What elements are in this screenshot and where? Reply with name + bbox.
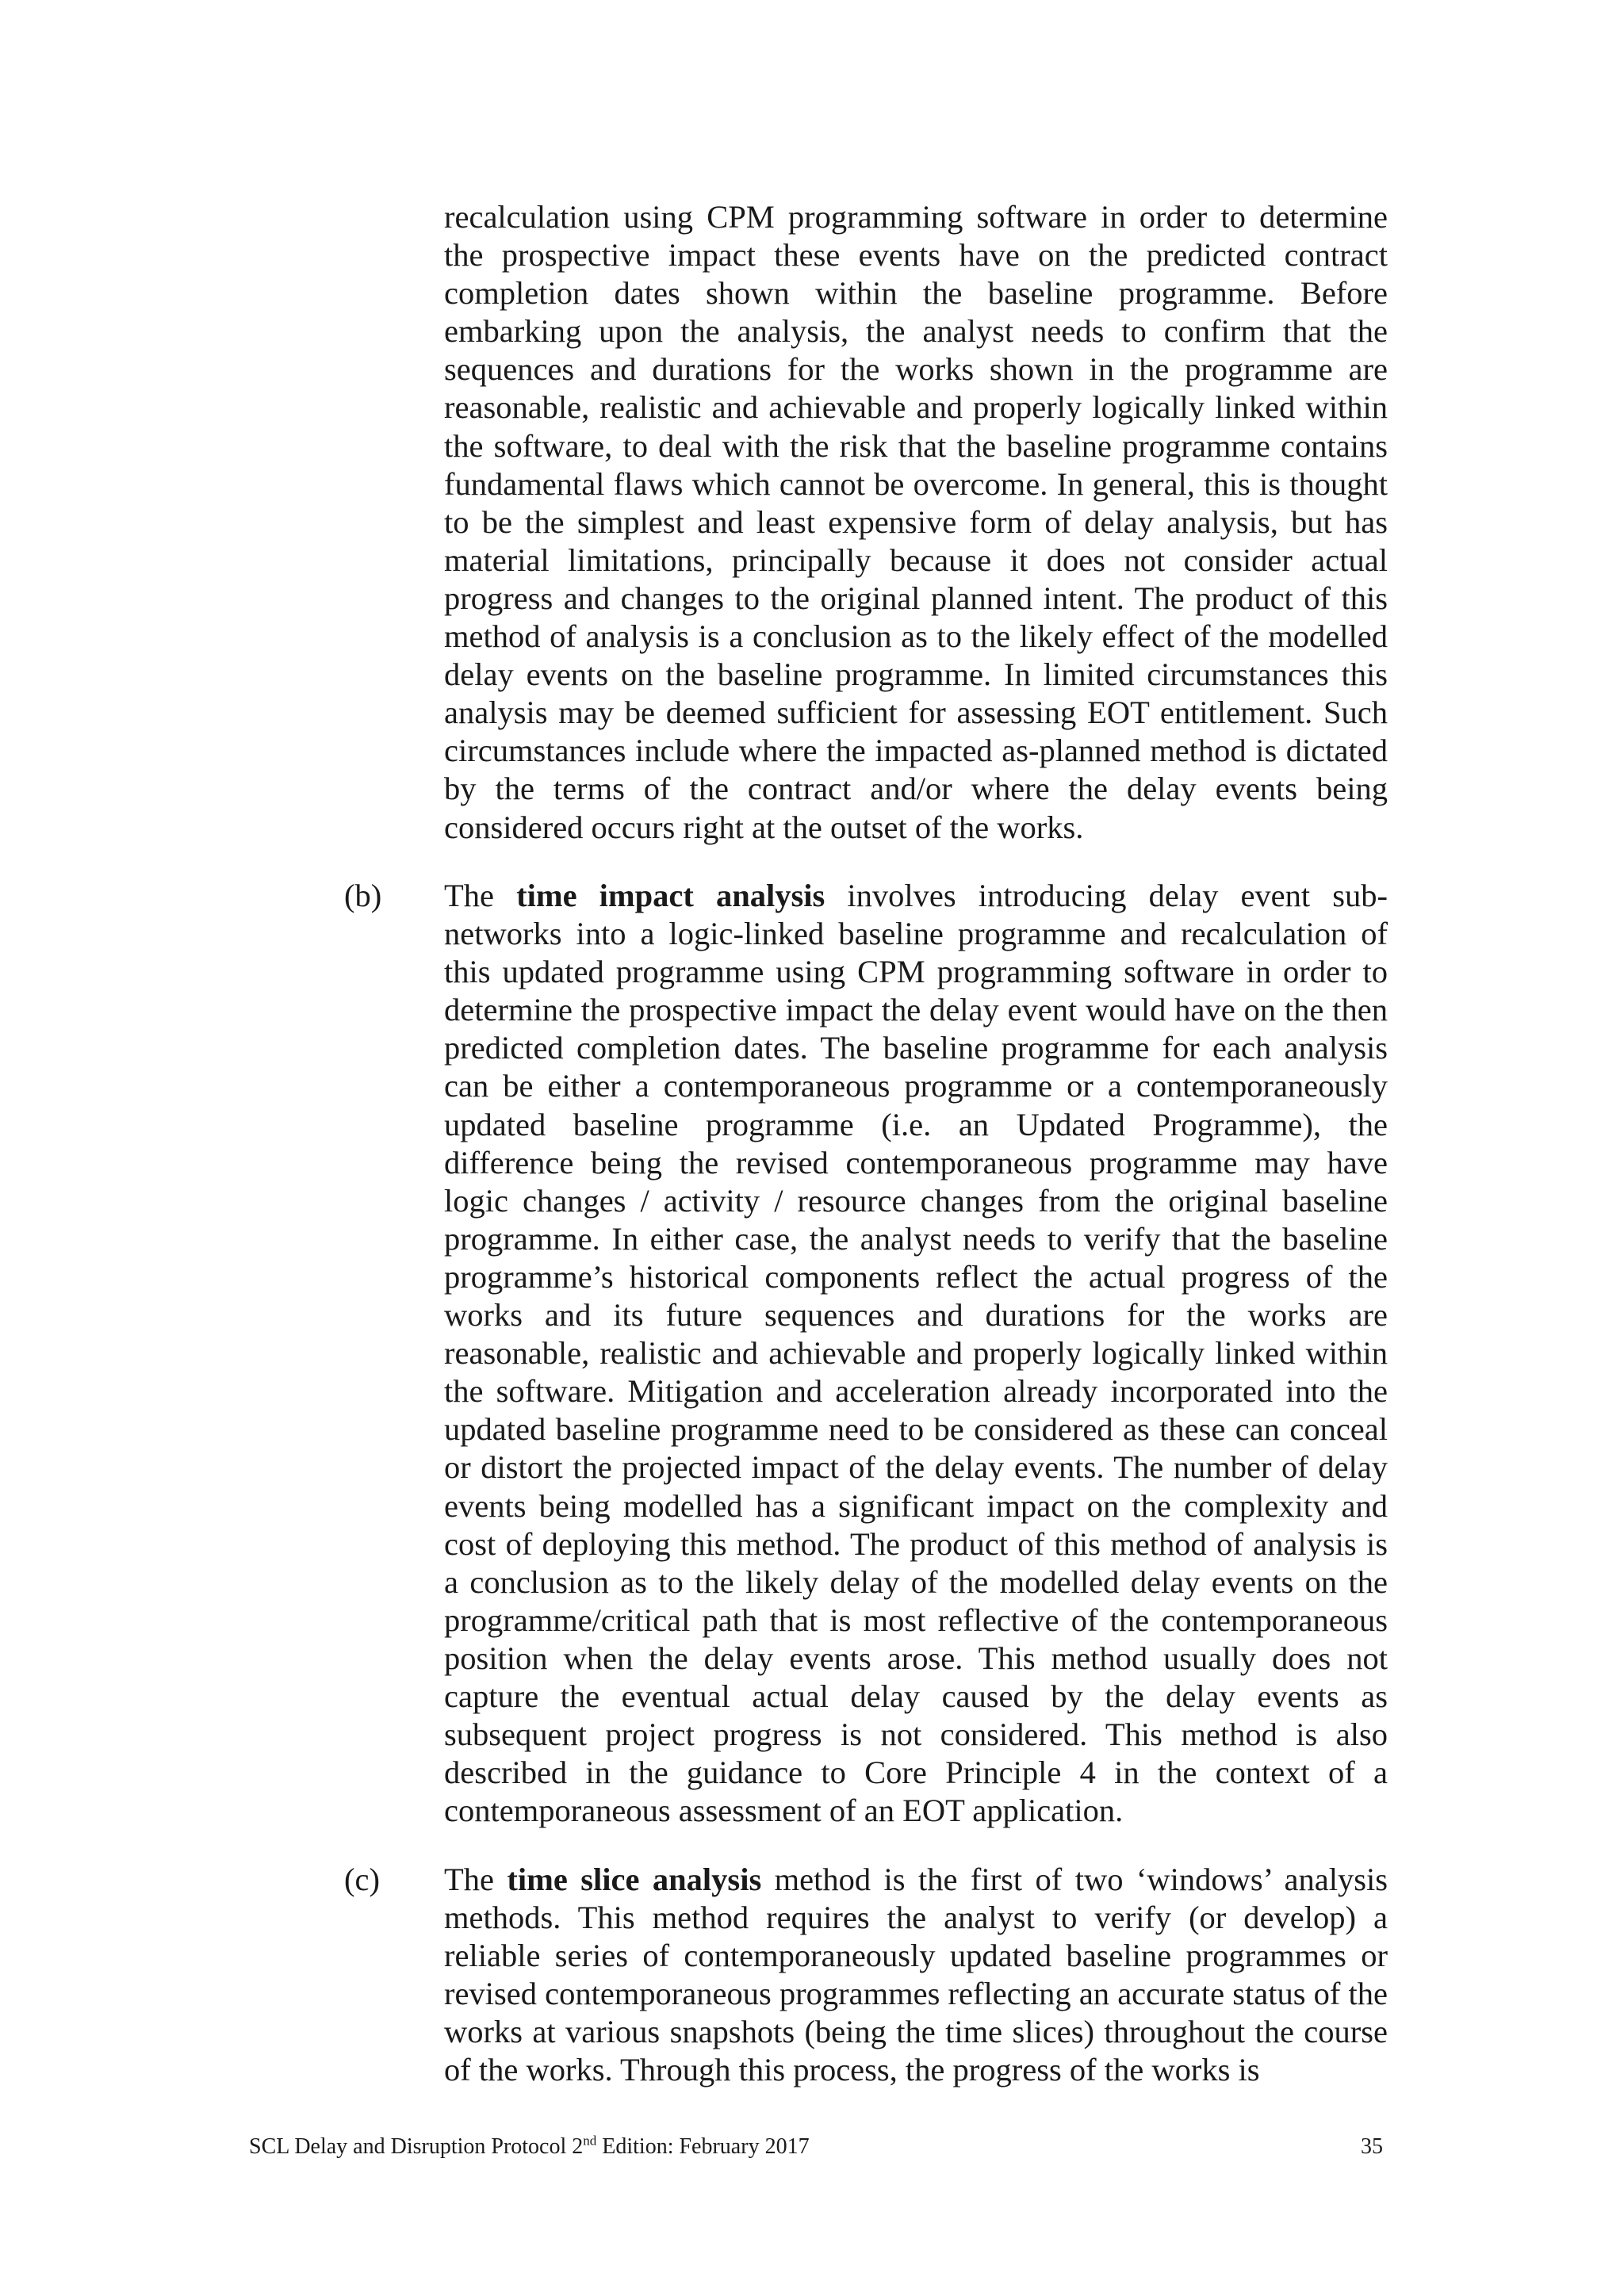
paragraph-c (444, 1861, 1388, 2090)
paragraph-c-intro: The (444, 1862, 508, 1897)
paragraph-b-term: time impact analysis (516, 878, 825, 913)
paragraph-b-intro: The (444, 878, 517, 913)
paragraph-b-label: (b) (344, 878, 382, 913)
paragraph-c-text: method is the first of two ‘windows’ analysis methods. This method requires the analyst to verify (or develop) a reliable series of contemporaneously updated baseline programmes or revised contemporaneous programmes reflecting an accurate status of the works at various snapshots (being the time slices) throughout the course of the works. Through this process, the progress of the works is (444, 1862, 1388, 2088)
paragraph-b (444, 877, 1388, 1830)
paragraph-a (444, 198, 1388, 847)
footer-title (249, 2133, 810, 2160)
paragraph-c-label: (c) (344, 1862, 380, 1897)
footer-title-after: Edition: February 2017 (596, 2134, 810, 2159)
paragraph-b-text: involves introducing delay event sub-networks into a logic-linked baseline programme and recalculation of this updated programme using CPM programming software in order to determine the prospective impact the delay event would have on the then predicted completion dates. The baseline programme for each analysis can be either a contemporaneous programme or a contemporaneously updated baseline programme (i.e. an Updated Programme), the difference being the revised contemporaneous programme may have logic changes / activity / resource changes from the original baseline programme. In either case, the analyst needs to verify that the baseline programme’s historical components reflect the actual progress of the works and its future sequences and durations for the works are reasonable, realistic and achievable and properly logically linked within the software. Mitigation and acceleration already incorporated into the updated baseline programme need to be considered as these can conceal or distort the projected impact of the delay events. The number of delay events being modelled has a significant impact on the complexity and cost of deploying this method. The product of this method of analysis is a conclusion as to the likely delay of the modelled delay events on the programme/critical path that is most reflective of the contemporaneous position when the delay events arose. This method usually does not capture the eventual actual delay caused by the delay events as subsequent project progress is not considered. This method is also described in the guidance to Core Principle 4 in the context of a contemporaneous assessment of an EOT application. (444, 878, 1388, 1829)
footer-title-sup: nd (583, 2133, 597, 2149)
paragraph-a-text: recalculation using CPM programming software in order to determine the prospective impact these events have on the predicted contract completion dates shown within the baseline programme. Before embarking upon the analysis, the analyst needs to confirm that the sequences and durations for the works shown in the programme are reasonable, realistic and achievable and properly logically linked within the software, to deal with the risk that the baseline programme contains fundamental flaws which cannot be overcome. In general, this is thought to be the simplest and least expensive form of delay analysis, but has material limitations, principally because it does not consider actual progress and changes to the original planned intent. The product of this method of analysis is a conclusion as to the likely effect of the modelled delay events on the baseline programme. In limited circumstances this analysis may be deemed sufficient for assessing EOT entitlement. Such circumstances include where the impacted as-planned method is dictated by the terms of the contract and/or where the delay events being considered occurs right at the outset of the works. (444, 199, 1388, 845)
paragraph-c-term: time slice analysis (507, 1862, 762, 1897)
footer-title-before: SCL Delay and Disruption Protocol 2 (249, 2134, 584, 2159)
page-number: 35 (1361, 2134, 1383, 2159)
